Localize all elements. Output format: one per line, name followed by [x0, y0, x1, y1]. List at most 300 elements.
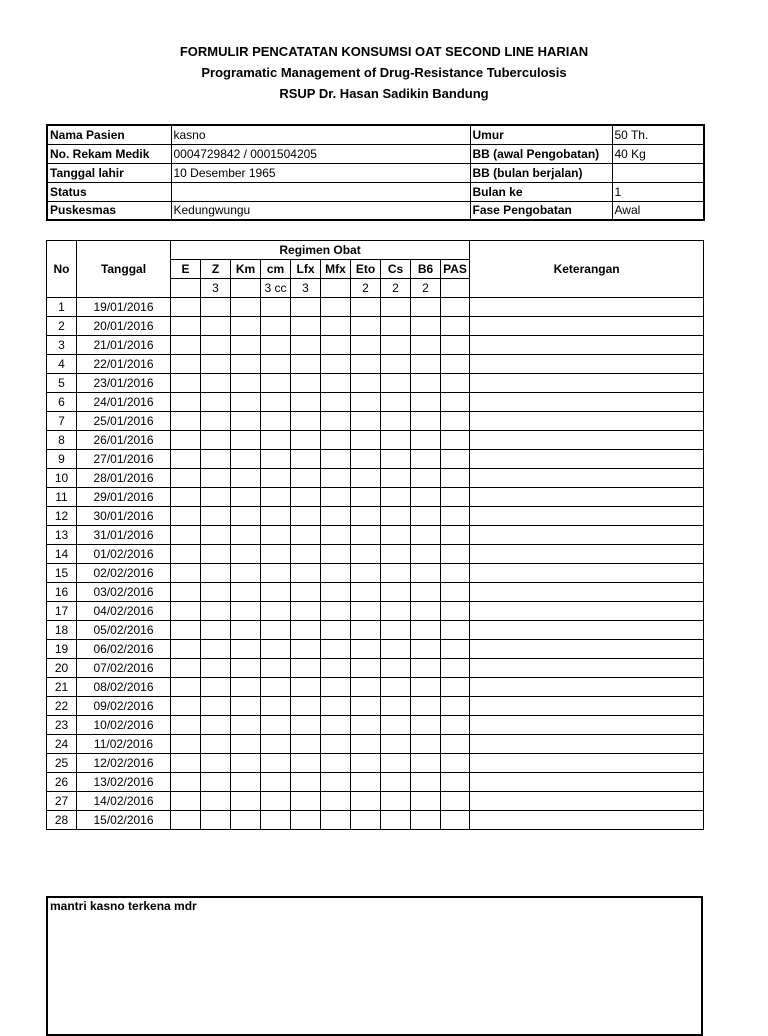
keterangan-cell[interactable]	[470, 735, 704, 754]
drug-check-cell-eto[interactable]	[351, 583, 381, 602]
drug-check-cell-z[interactable]	[201, 431, 231, 450]
drug-check-cell-pas[interactable]	[441, 450, 470, 469]
drug-check-cell-lfx[interactable]	[291, 583, 321, 602]
drug-check-cell-cm[interactable]	[261, 754, 291, 773]
drug-check-cell-cs[interactable]	[381, 507, 411, 526]
drug-check-cell-e[interactable]	[171, 469, 201, 488]
drug-check-cell-cm[interactable]	[261, 488, 291, 507]
drug-check-cell-e[interactable]	[171, 393, 201, 412]
notes-box[interactable]	[46, 896, 703, 1036]
drug-check-cell-eto[interactable]	[351, 678, 381, 697]
drug-check-cell-km[interactable]	[231, 431, 261, 450]
drug-check-cell-mfx[interactable]	[321, 374, 351, 393]
keterangan-cell[interactable]	[470, 393, 704, 412]
drug-check-cell-lfx[interactable]	[291, 697, 321, 716]
drug-check-cell-cs[interactable]	[381, 583, 411, 602]
drug-check-cell-pas[interactable]	[441, 564, 470, 583]
drug-check-cell-pas[interactable]	[441, 488, 470, 507]
drug-check-cell-b6[interactable]	[411, 393, 441, 412]
drug-check-cell-pas[interactable]	[441, 507, 470, 526]
drug-check-cell-mfx[interactable]	[321, 526, 351, 545]
drug-check-cell-cm[interactable]	[261, 298, 291, 317]
drug-check-cell-mfx[interactable]	[321, 393, 351, 412]
drug-check-cell-eto[interactable]	[351, 754, 381, 773]
bulan-ke-value[interactable]: 1	[612, 182, 704, 201]
drug-check-cell-eto[interactable]	[351, 659, 381, 678]
drug-check-cell-eto[interactable]	[351, 355, 381, 374]
drug-check-cell-e[interactable]	[171, 716, 201, 735]
drug-check-cell-b6[interactable]	[411, 735, 441, 754]
drug-check-cell-e[interactable]	[171, 450, 201, 469]
drug-check-cell-eto[interactable]	[351, 317, 381, 336]
drug-check-cell-b6[interactable]	[411, 355, 441, 374]
drug-check-cell-cm[interactable]	[261, 735, 291, 754]
drug-check-cell-cs[interactable]	[381, 659, 411, 678]
drug-check-cell-cs[interactable]	[381, 412, 411, 431]
drug-check-cell-lfx[interactable]	[291, 412, 321, 431]
drug-check-cell-z[interactable]	[201, 336, 231, 355]
drug-check-cell-pas[interactable]	[441, 602, 470, 621]
drug-check-cell-z[interactable]	[201, 317, 231, 336]
drug-check-cell-lfx[interactable]	[291, 678, 321, 697]
drug-check-cell-mfx[interactable]	[321, 450, 351, 469]
drug-check-cell-cs[interactable]	[381, 811, 411, 830]
drug-check-cell-z[interactable]	[201, 754, 231, 773]
drug-check-cell-lfx[interactable]	[291, 431, 321, 450]
drug-check-cell-b6[interactable]	[411, 754, 441, 773]
drug-check-cell-e[interactable]	[171, 811, 201, 830]
drug-check-cell-mfx[interactable]	[321, 507, 351, 526]
drug-check-cell-z[interactable]	[201, 393, 231, 412]
drug-check-cell-b6[interactable]	[411, 583, 441, 602]
drug-check-cell-cs[interactable]	[381, 735, 411, 754]
drug-check-cell-km[interactable]	[231, 659, 261, 678]
drug-check-cell-mfx[interactable]	[321, 659, 351, 678]
keterangan-cell[interactable]	[470, 811, 704, 830]
drug-check-cell-eto[interactable]	[351, 697, 381, 716]
drug-check-cell-lfx[interactable]	[291, 393, 321, 412]
drug-check-cell-e[interactable]	[171, 773, 201, 792]
drug-check-cell-cs[interactable]	[381, 678, 411, 697]
drug-check-cell-pas[interactable]	[441, 659, 470, 678]
drug-check-cell-mfx[interactable]	[321, 811, 351, 830]
drug-check-cell-km[interactable]	[231, 754, 261, 773]
drug-check-cell-eto[interactable]	[351, 545, 381, 564]
drug-check-cell-cs[interactable]	[381, 355, 411, 374]
drug-check-cell-cm[interactable]	[261, 792, 291, 811]
drug-check-cell-e[interactable]	[171, 336, 201, 355]
drug-check-cell-lfx[interactable]	[291, 754, 321, 773]
keterangan-cell[interactable]	[470, 602, 704, 621]
drug-check-cell-lfx[interactable]	[291, 773, 321, 792]
drug-check-cell-cs[interactable]	[381, 336, 411, 355]
bb-awal-value[interactable]: 40 Kg	[612, 144, 704, 163]
drug-check-cell-e[interactable]	[171, 545, 201, 564]
drug-check-cell-eto[interactable]	[351, 716, 381, 735]
drug-check-cell-pas[interactable]	[441, 678, 470, 697]
drug-check-cell-b6[interactable]	[411, 488, 441, 507]
puskesmas-value[interactable]: Kedungwungu	[171, 201, 470, 220]
drug-check-cell-e[interactable]	[171, 564, 201, 583]
drug-check-cell-lfx[interactable]	[291, 716, 321, 735]
drug-check-cell-e[interactable]	[171, 621, 201, 640]
drug-check-cell-km[interactable]	[231, 507, 261, 526]
drug-check-cell-b6[interactable]	[411, 469, 441, 488]
drug-check-cell-lfx[interactable]	[291, 355, 321, 374]
drug-check-cell-km[interactable]	[231, 317, 261, 336]
drug-check-cell-b6[interactable]	[411, 374, 441, 393]
drug-check-cell-mfx[interactable]	[321, 355, 351, 374]
nama-pasien-value[interactable]: kasno	[171, 125, 470, 144]
drug-check-cell-cm[interactable]	[261, 469, 291, 488]
drug-check-cell-km[interactable]	[231, 336, 261, 355]
drug-check-cell-z[interactable]	[201, 811, 231, 830]
drug-check-cell-cs[interactable]	[381, 298, 411, 317]
drug-check-cell-z[interactable]	[201, 659, 231, 678]
drug-check-cell-mfx[interactable]	[321, 792, 351, 811]
drug-check-cell-e[interactable]	[171, 697, 201, 716]
drug-check-cell-lfx[interactable]	[291, 735, 321, 754]
drug-check-cell-z[interactable]	[201, 697, 231, 716]
drug-check-cell-eto[interactable]	[351, 602, 381, 621]
drug-check-cell-b6[interactable]	[411, 640, 441, 659]
drug-check-cell-eto[interactable]	[351, 431, 381, 450]
drug-check-cell-lfx[interactable]	[291, 621, 321, 640]
drug-check-cell-eto[interactable]	[351, 621, 381, 640]
drug-check-cell-cs[interactable]	[381, 773, 411, 792]
drug-check-cell-e[interactable]	[171, 735, 201, 754]
drug-check-cell-eto[interactable]	[351, 393, 381, 412]
drug-check-cell-lfx[interactable]	[291, 469, 321, 488]
drug-check-cell-km[interactable]	[231, 716, 261, 735]
drug-check-cell-b6[interactable]	[411, 412, 441, 431]
drug-check-cell-lfx[interactable]	[291, 317, 321, 336]
drug-check-cell-cm[interactable]	[261, 564, 291, 583]
drug-check-cell-km[interactable]	[231, 374, 261, 393]
drug-check-cell-lfx[interactable]	[291, 811, 321, 830]
keterangan-cell[interactable]	[470, 526, 704, 545]
drug-check-cell-b6[interactable]	[411, 450, 441, 469]
keterangan-cell[interactable]	[470, 355, 704, 374]
drug-check-cell-e[interactable]	[171, 488, 201, 507]
drug-check-cell-mfx[interactable]	[321, 602, 351, 621]
drug-check-cell-mfx[interactable]	[321, 697, 351, 716]
drug-check-cell-cs[interactable]	[381, 393, 411, 412]
drug-check-cell-b6[interactable]	[411, 336, 441, 355]
drug-check-cell-km[interactable]	[231, 412, 261, 431]
drug-check-cell-pas[interactable]	[441, 735, 470, 754]
drug-check-cell-eto[interactable]	[351, 507, 381, 526]
drug-check-cell-cm[interactable]	[261, 811, 291, 830]
status-value[interactable]	[171, 182, 470, 201]
drug-check-cell-cm[interactable]	[261, 355, 291, 374]
drug-check-cell-pas[interactable]	[441, 754, 470, 773]
drug-check-cell-km[interactable]	[231, 450, 261, 469]
drug-check-cell-km[interactable]	[231, 488, 261, 507]
drug-check-cell-cs[interactable]	[381, 545, 411, 564]
drug-check-cell-cm[interactable]	[261, 716, 291, 735]
drug-check-cell-km[interactable]	[231, 678, 261, 697]
drug-check-cell-mfx[interactable]	[321, 735, 351, 754]
drug-check-cell-eto[interactable]	[351, 792, 381, 811]
drug-check-cell-mfx[interactable]	[321, 583, 351, 602]
drug-check-cell-cs[interactable]	[381, 431, 411, 450]
drug-check-cell-cm[interactable]	[261, 336, 291, 355]
drug-check-cell-z[interactable]	[201, 564, 231, 583]
drug-check-cell-eto[interactable]	[351, 336, 381, 355]
drug-check-cell-pas[interactable]	[441, 355, 470, 374]
drug-check-cell-eto[interactable]	[351, 526, 381, 545]
drug-check-cell-cm[interactable]	[261, 583, 291, 602]
drug-check-cell-e[interactable]	[171, 678, 201, 697]
drug-check-cell-e[interactable]	[171, 431, 201, 450]
keterangan-cell[interactable]	[470, 640, 704, 659]
drug-check-cell-mfx[interactable]	[321, 412, 351, 431]
drug-check-cell-b6[interactable]	[411, 678, 441, 697]
drug-check-cell-lfx[interactable]	[291, 545, 321, 564]
drug-check-cell-e[interactable]	[171, 355, 201, 374]
drug-check-cell-eto[interactable]	[351, 298, 381, 317]
drug-check-cell-km[interactable]	[231, 640, 261, 659]
keterangan-cell[interactable]	[470, 792, 704, 811]
drug-check-cell-km[interactable]	[231, 469, 261, 488]
drug-check-cell-mfx[interactable]	[321, 716, 351, 735]
drug-check-cell-cm[interactable]	[261, 659, 291, 678]
drug-check-cell-lfx[interactable]	[291, 336, 321, 355]
drug-check-cell-km[interactable]	[231, 697, 261, 716]
drug-check-cell-b6[interactable]	[411, 602, 441, 621]
drug-check-cell-z[interactable]	[201, 450, 231, 469]
drug-check-cell-cs[interactable]	[381, 602, 411, 621]
drug-check-cell-km[interactable]	[231, 735, 261, 754]
drug-check-cell-cs[interactable]	[381, 792, 411, 811]
drug-check-cell-lfx[interactable]	[291, 450, 321, 469]
drug-check-cell-b6[interactable]	[411, 697, 441, 716]
drug-check-cell-cm[interactable]	[261, 317, 291, 336]
drug-check-cell-z[interactable]	[201, 412, 231, 431]
drug-check-cell-cm[interactable]	[261, 374, 291, 393]
drug-check-cell-eto[interactable]	[351, 488, 381, 507]
fase-pengobatan-value[interactable]: Awal	[612, 201, 704, 220]
drug-check-cell-z[interactable]	[201, 374, 231, 393]
drug-check-cell-eto[interactable]	[351, 811, 381, 830]
drug-check-cell-z[interactable]	[201, 792, 231, 811]
keterangan-cell[interactable]	[470, 298, 704, 317]
drug-check-cell-z[interactable]	[201, 583, 231, 602]
drug-check-cell-eto[interactable]	[351, 412, 381, 431]
drug-check-cell-pas[interactable]	[441, 716, 470, 735]
drug-check-cell-pas[interactable]	[441, 621, 470, 640]
drug-check-cell-lfx[interactable]	[291, 374, 321, 393]
keterangan-cell[interactable]	[470, 469, 704, 488]
drug-check-cell-pas[interactable]	[441, 773, 470, 792]
drug-check-cell-z[interactable]	[201, 355, 231, 374]
drug-check-cell-z[interactable]	[201, 773, 231, 792]
keterangan-cell[interactable]	[470, 564, 704, 583]
drug-check-cell-lfx[interactable]	[291, 640, 321, 659]
drug-check-cell-mfx[interactable]	[321, 317, 351, 336]
drug-check-cell-cm[interactable]	[261, 450, 291, 469]
keterangan-cell[interactable]	[470, 583, 704, 602]
drug-check-cell-pas[interactable]	[441, 640, 470, 659]
drug-check-cell-cs[interactable]	[381, 640, 411, 659]
tanggal-lahir-value[interactable]: 10 Desember 1965	[171, 163, 470, 182]
drug-check-cell-b6[interactable]	[411, 431, 441, 450]
keterangan-cell[interactable]	[470, 412, 704, 431]
drug-check-cell-mfx[interactable]	[321, 773, 351, 792]
drug-check-cell-cm[interactable]	[261, 773, 291, 792]
drug-check-cell-cs[interactable]	[381, 697, 411, 716]
drug-check-cell-z[interactable]	[201, 507, 231, 526]
drug-check-cell-lfx[interactable]	[291, 507, 321, 526]
drug-check-cell-eto[interactable]	[351, 773, 381, 792]
drug-check-cell-cs[interactable]	[381, 469, 411, 488]
drug-check-cell-eto[interactable]	[351, 564, 381, 583]
drug-check-cell-pas[interactable]	[441, 393, 470, 412]
keterangan-cell[interactable]	[470, 659, 704, 678]
drug-check-cell-cs[interactable]	[381, 374, 411, 393]
drug-check-cell-z[interactable]	[201, 298, 231, 317]
drug-check-cell-cm[interactable]	[261, 640, 291, 659]
drug-check-cell-mfx[interactable]	[321, 545, 351, 564]
drug-check-cell-pas[interactable]	[441, 412, 470, 431]
drug-check-cell-b6[interactable]	[411, 773, 441, 792]
drug-check-cell-pas[interactable]	[441, 697, 470, 716]
drug-check-cell-z[interactable]	[201, 602, 231, 621]
drug-check-cell-e[interactable]	[171, 659, 201, 678]
drug-check-cell-km[interactable]	[231, 792, 261, 811]
drug-check-cell-mfx[interactable]	[321, 754, 351, 773]
drug-check-cell-e[interactable]	[171, 317, 201, 336]
drug-check-cell-mfx[interactable]	[321, 336, 351, 355]
keterangan-cell[interactable]	[470, 317, 704, 336]
drug-check-cell-mfx[interactable]	[321, 469, 351, 488]
drug-check-cell-pas[interactable]	[441, 431, 470, 450]
keterangan-cell[interactable]	[470, 773, 704, 792]
drug-check-cell-pas[interactable]	[441, 336, 470, 355]
drug-check-cell-e[interactable]	[171, 583, 201, 602]
rekam-medik-value[interactable]: 0004729842 / 0001504205	[171, 144, 470, 163]
drug-check-cell-lfx[interactable]	[291, 298, 321, 317]
drug-check-cell-cs[interactable]	[381, 754, 411, 773]
drug-check-cell-lfx[interactable]	[291, 526, 321, 545]
drug-check-cell-lfx[interactable]	[291, 602, 321, 621]
drug-check-cell-cm[interactable]	[261, 412, 291, 431]
drug-check-cell-b6[interactable]	[411, 298, 441, 317]
drug-check-cell-cm[interactable]	[261, 602, 291, 621]
drug-check-cell-km[interactable]	[231, 602, 261, 621]
drug-check-cell-b6[interactable]	[411, 526, 441, 545]
drug-check-cell-lfx[interactable]	[291, 792, 321, 811]
drug-check-cell-pas[interactable]	[441, 792, 470, 811]
drug-check-cell-cs[interactable]	[381, 450, 411, 469]
drug-check-cell-e[interactable]	[171, 640, 201, 659]
drug-check-cell-e[interactable]	[171, 792, 201, 811]
drug-check-cell-pas[interactable]	[441, 469, 470, 488]
drug-check-cell-cs[interactable]	[381, 488, 411, 507]
keterangan-cell[interactable]	[470, 450, 704, 469]
drug-check-cell-e[interactable]	[171, 754, 201, 773]
drug-check-cell-pas[interactable]	[441, 317, 470, 336]
drug-check-cell-b6[interactable]	[411, 317, 441, 336]
keterangan-cell[interactable]	[470, 754, 704, 773]
drug-check-cell-z[interactable]	[201, 526, 231, 545]
keterangan-cell[interactable]	[470, 716, 704, 735]
keterangan-cell[interactable]	[470, 507, 704, 526]
drug-check-cell-km[interactable]	[231, 564, 261, 583]
drug-check-cell-pas[interactable]	[441, 545, 470, 564]
drug-check-cell-z[interactable]	[201, 716, 231, 735]
drug-check-cell-e[interactable]	[171, 507, 201, 526]
drug-check-cell-b6[interactable]	[411, 545, 441, 564]
drug-check-cell-e[interactable]	[171, 374, 201, 393]
drug-check-cell-cm[interactable]	[261, 526, 291, 545]
drug-check-cell-mfx[interactable]	[321, 640, 351, 659]
drug-check-cell-cs[interactable]	[381, 317, 411, 336]
keterangan-cell[interactable]	[470, 431, 704, 450]
drug-check-cell-km[interactable]	[231, 355, 261, 374]
drug-check-cell-z[interactable]	[201, 621, 231, 640]
drug-check-cell-cm[interactable]	[261, 678, 291, 697]
drug-check-cell-cm[interactable]	[261, 545, 291, 564]
drug-check-cell-eto[interactable]	[351, 450, 381, 469]
drug-check-cell-z[interactable]	[201, 488, 231, 507]
bb-berjalan-value[interactable]	[612, 163, 704, 182]
drug-check-cell-km[interactable]	[231, 621, 261, 640]
drug-check-cell-km[interactable]	[231, 526, 261, 545]
drug-check-cell-eto[interactable]	[351, 374, 381, 393]
drug-check-cell-pas[interactable]	[441, 526, 470, 545]
drug-check-cell-e[interactable]	[171, 412, 201, 431]
drug-check-cell-pas[interactable]	[441, 583, 470, 602]
keterangan-cell[interactable]	[470, 697, 704, 716]
keterangan-cell[interactable]	[470, 545, 704, 564]
drug-check-cell-cs[interactable]	[381, 564, 411, 583]
drug-check-cell-b6[interactable]	[411, 792, 441, 811]
keterangan-cell[interactable]	[470, 374, 704, 393]
drug-check-cell-eto[interactable]	[351, 640, 381, 659]
drug-check-cell-cm[interactable]	[261, 507, 291, 526]
drug-check-cell-b6[interactable]	[411, 621, 441, 640]
keterangan-cell[interactable]	[470, 621, 704, 640]
drug-check-cell-pas[interactable]	[441, 298, 470, 317]
drug-check-cell-cs[interactable]	[381, 621, 411, 640]
drug-check-cell-e[interactable]	[171, 526, 201, 545]
drug-check-cell-mfx[interactable]	[321, 488, 351, 507]
drug-check-cell-z[interactable]	[201, 545, 231, 564]
drug-check-cell-km[interactable]	[231, 583, 261, 602]
drug-check-cell-cs[interactable]	[381, 526, 411, 545]
drug-check-cell-z[interactable]	[201, 678, 231, 697]
keterangan-cell[interactable]	[470, 678, 704, 697]
drug-check-cell-b6[interactable]	[411, 564, 441, 583]
keterangan-cell[interactable]	[470, 336, 704, 355]
drug-check-cell-eto[interactable]	[351, 469, 381, 488]
umur-value[interactable]: 50 Th.	[612, 125, 704, 144]
drug-check-cell-mfx[interactable]	[321, 298, 351, 317]
drug-check-cell-e[interactable]	[171, 298, 201, 317]
drug-check-cell-mfx[interactable]	[321, 621, 351, 640]
drug-check-cell-b6[interactable]	[411, 811, 441, 830]
drug-check-cell-lfx[interactable]	[291, 564, 321, 583]
drug-check-cell-km[interactable]	[231, 298, 261, 317]
drug-check-cell-pas[interactable]	[441, 811, 470, 830]
drug-check-cell-lfx[interactable]	[291, 488, 321, 507]
drug-check-cell-km[interactable]	[231, 773, 261, 792]
drug-check-cell-cm[interactable]	[261, 621, 291, 640]
drug-check-cell-b6[interactable]	[411, 507, 441, 526]
drug-check-cell-km[interactable]	[231, 393, 261, 412]
